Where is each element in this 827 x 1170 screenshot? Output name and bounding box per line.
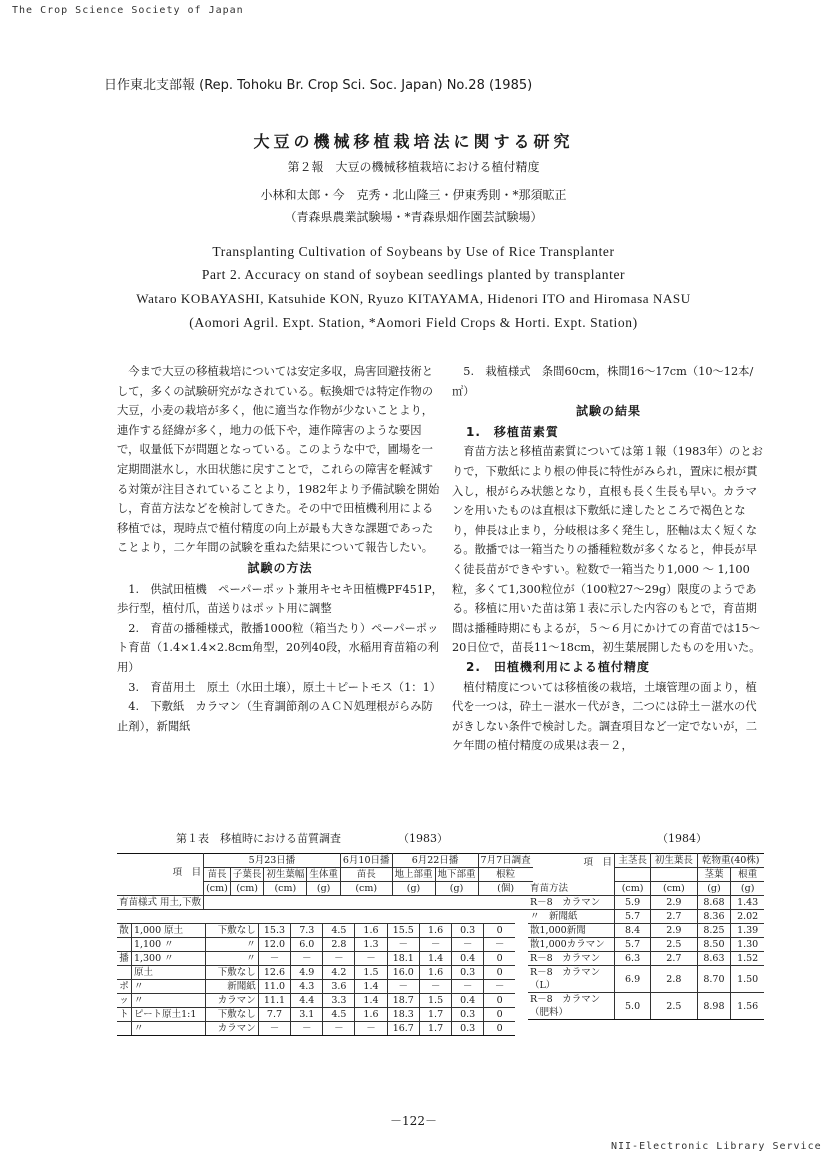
- table1-cell-value: 0: [484, 966, 515, 980]
- paper-part-en: Part 2. Accuracy on stand of soybean seedlings planted by transplanter: [201, 267, 626, 282]
- table1-cell-sheet: 〃: [206, 952, 258, 966]
- table2-cell-value: 1.50: [731, 966, 764, 993]
- table1-section-1: 散: [117, 924, 131, 938]
- table1-unit: (個): [478, 882, 533, 896]
- table2-unit: (g): [697, 882, 731, 896]
- table1-group-3: 6月22日播: [392, 854, 478, 868]
- table2-col-row: 育苗方法: [530, 883, 569, 894]
- table1-section-cell: [117, 938, 131, 952]
- table2-cell-value: 8.36: [697, 910, 731, 924]
- table1-unit: (cm): [230, 882, 264, 896]
- table1-cell-value: －: [323, 952, 355, 966]
- table-row: [117, 966, 515, 980]
- table1-cell-value: 1.4: [355, 980, 387, 994]
- authors-en: Wataro KOBAYASHI, Katsuhide KON, Ryuzo KITAYAMA, Hidenori ITO and Hiromasa NASU: [136, 291, 691, 306]
- table1-cell-value: 3.3: [323, 994, 355, 1008]
- table2-cell-value: 2.7: [651, 952, 697, 966]
- table1-cell-value: 1.7: [420, 1008, 452, 1022]
- table1-unit: (cm): [340, 882, 392, 896]
- table1-cell-value: 3.6: [323, 980, 355, 994]
- table2-cell-value: 8.98: [697, 993, 731, 1020]
- table1-cell-soil: 〃: [131, 980, 205, 994]
- method-item-3: 3. 育苗用土 原土（水田土壌），原土＋ピートモス（1：1）: [128, 680, 442, 694]
- table1-cell-value: 2.8: [323, 938, 355, 952]
- society-header: The Crop Science Society of Japan: [12, 5, 244, 16]
- table2-unit: (cm): [651, 882, 697, 896]
- table2-cell-value: 1.43: [731, 896, 764, 910]
- method-item-1: 1. 供試田植機 ペーパーポット兼用キセキ田植機PF451P，歩行型，植付爪，苗送りはポット用に調整: [117, 582, 443, 616]
- journal-line: 日作東北支部報 (Rep. Tohoku Br. Crop Sci. Soc. Japan) No.28 (1985): [104, 78, 533, 93]
- table2-cell-value: 2.9: [651, 924, 697, 938]
- table1-cell-value: －: [484, 980, 515, 994]
- table1-cell-value: －: [452, 938, 484, 952]
- table1-cell-value: －: [355, 1022, 387, 1036]
- methods-heading: 試験の方法: [247, 560, 313, 575]
- table1-cell-value: 0: [484, 924, 515, 938]
- table1-section-cell: [117, 966, 131, 980]
- paper-title-en: Transplanting Cultivation of Soybeans by Use of Rice Transplanter: [212, 244, 615, 259]
- result-1-text: 育苗方法と移植苗素質については第１報（1983年）のとおりで，下敷紙により根の伸長に特性がみられ，置床に根が貫入し，根がらみ状態となり，直根も長く生長も早い。カラマンを用いたものは直根は下敷紙に達したところで褐色となり，伸長は止まり，分岐根は多く発生し，胚軸は太く短くなる。散播では一箱当たりの播種粒数が多くなると，伸長が早く徒長苗ができやすい。粒数で一箱当たり1,000 〜 1,100粒，多くて1,300粒位が（100粒27〜29g）限度のようである。移植に用いた苗は第１表に示した内容のもとで，育苗期間は播種時期にもよるが，５〜６月にかけての育苗では15〜20日位で，苗長11〜18cm，初生葉展開したものを用いた。: [452, 445, 763, 655]
- table1-cell-value: 4.4: [291, 994, 323, 1008]
- table1-cell-value: －: [387, 980, 420, 994]
- table2-cell-value: 2.9: [651, 896, 697, 910]
- table1-row-header: [117, 896, 204, 910]
- table1-col-item: 項 目: [117, 854, 204, 896]
- result-1-heading: 1. 移植苗素質: [466, 424, 559, 439]
- table-row: [117, 980, 515, 994]
- table2-cell-value: 2.5: [651, 993, 697, 1020]
- table2-cell-label: R－8 カラマン: [528, 896, 615, 910]
- table1-cell-sheet: 下敷なし: [206, 1008, 258, 1022]
- table2-head: 初生葉長: [651, 854, 697, 868]
- table-row: [528, 938, 764, 952]
- table-row: [528, 896, 764, 910]
- table1-cell-soil: ピート原土1:1: [131, 1008, 205, 1022]
- table1-cell-value: 1.6: [355, 1008, 387, 1022]
- table1-cell-value: －: [452, 980, 484, 994]
- result-2-heading: 2. 田植機利用による植付精度: [466, 659, 650, 674]
- table1-caption: 第１表 移植時における苗質調査: [176, 832, 341, 845]
- table1-section-2: ッ: [117, 994, 131, 1008]
- table1-cell-value: －: [291, 1022, 323, 1036]
- table1-cell-value: 15.3: [258, 924, 291, 938]
- table-row: [528, 993, 764, 1020]
- table1-head: 地上部重: [392, 868, 435, 882]
- table1-head: 根粒: [478, 868, 533, 882]
- table1-cell-sheet: 下敷なし: [206, 924, 258, 938]
- results-heading: 試験の結果: [575, 404, 641, 419]
- table1-cell-value: 7.3: [291, 924, 323, 938]
- table1-section-2: ポ: [117, 980, 131, 994]
- table-row: [117, 952, 515, 966]
- table-row: [528, 910, 764, 924]
- table2-cell-value: 5.7: [615, 910, 651, 924]
- table1-cell-value: －: [355, 952, 387, 966]
- right-column: [452, 362, 765, 756]
- method-item-2: 2. 育苗の播種様式，散播1000粒（箱当たり）ペーパーポット育苗（1.4×1.4×2.8cm角型，20列40段，水稲用育苗箱の利用）: [117, 621, 439, 674]
- table1-cell-sheet: 新聞紙: [206, 980, 258, 994]
- table1-cell-value: 12.0: [258, 938, 291, 952]
- table1-cell-value: 3.1: [291, 1008, 323, 1022]
- table2-unit: (g): [731, 882, 764, 896]
- paper-subtitle-jp: 第２報 大豆の機械移植栽培における植付精度: [287, 160, 540, 174]
- table2-cell-value: 1.56: [731, 993, 764, 1020]
- table1-cell-value: 1.4: [420, 952, 452, 966]
- table1-col-row: 育苗様式: [119, 897, 158, 908]
- table2-cell-label: R－8 カラマン: [528, 952, 615, 966]
- table1-cell-value: 18.7: [387, 994, 420, 1008]
- table1: [117, 853, 533, 910]
- table1-cell-soil: 原土: [131, 966, 205, 980]
- table1-cell-value: －: [420, 938, 452, 952]
- method-item-4: 4. 下敷紙 カラマン（生育調節剤のＡＣＮ処理根がらみ防止剤），新聞紙: [117, 700, 433, 733]
- table1-cell-value: 0.3: [452, 1008, 484, 1022]
- table2-cell-value: 5.0: [615, 993, 651, 1020]
- table1-cell-value: 7.7: [258, 1008, 291, 1022]
- table2-col-item-cell: [528, 854, 615, 896]
- table1-head: 子葉長: [230, 868, 264, 882]
- table1-cell-value: 4.5: [323, 1008, 355, 1022]
- table2-cell-label: 〃 新聞紙: [528, 910, 615, 924]
- table1-cell-sheet: 下敷なし: [206, 966, 258, 980]
- table1-section-1: 播: [117, 952, 131, 966]
- authors-jp: 小林和太郎・今 克秀・北山隆三・伊東秀則・*那須昿正: [260, 188, 567, 202]
- table2-cell-value: 2.02: [731, 910, 764, 924]
- table1-cell-soil: 1,000 原土: [131, 924, 205, 938]
- table2-cell-label: R－8 カラマン（肥料）: [528, 993, 615, 1020]
- table1-unit: (g): [392, 882, 435, 896]
- table1-head: 初生葉幅: [264, 868, 307, 882]
- table1-unit: (cm): [204, 882, 231, 896]
- table2-cell-value: 1.39: [731, 924, 764, 938]
- table1-cell-value: 0.3: [452, 966, 484, 980]
- table1-cell-value: 4.3: [291, 980, 323, 994]
- table1-group-2: 6月10日播: [340, 854, 392, 868]
- table-row: [528, 924, 764, 938]
- table1-cell-soil: 1,100 〃: [131, 938, 205, 952]
- method-item-5: 5. 栽植様式 条間60cm，株間16〜17cm（10〜12本/㎡）: [452, 365, 754, 398]
- table1-cell-value: 0.3: [452, 1022, 484, 1036]
- table1-section-cell: [117, 1022, 131, 1036]
- table1-section-2: ト: [117, 1008, 131, 1022]
- table1-cell-value: －: [258, 952, 291, 966]
- table1-head: 生体重: [307, 868, 341, 882]
- result-2-text: 植付精度については移植後の栽培，土壌管理の面より，植代を一つは，砕土－湛水－代がき，二つには砕土－湛水の代がきしない条件で検討した。調査項目など一定でないが，二ケ年間の植付精度の成果は表－２，: [452, 680, 758, 753]
- table2-cell-value: 8.4: [615, 924, 651, 938]
- table2-group: 乾物重(40株): [697, 854, 764, 868]
- table1-cell-value: 4.9: [291, 966, 323, 980]
- table2-cell-label: R－8 カラマン（L）: [528, 966, 615, 993]
- table2-head: 根重: [731, 868, 764, 882]
- table-row: [117, 994, 515, 1008]
- table2-cell-label: 散1,000新聞: [528, 924, 615, 938]
- table1-cell-value: 16.0: [387, 966, 420, 980]
- table1-cell-value: 1.6: [355, 924, 387, 938]
- table1-group-1: 5月23日播: [204, 854, 341, 868]
- table1-cell-value: 15.5: [387, 924, 420, 938]
- table2-cell-value: 6.3: [615, 952, 651, 966]
- table1-cell-value: －: [484, 938, 515, 952]
- table1-cell-value: 1.7: [420, 1022, 452, 1036]
- table1-cell-value: 11.1: [258, 994, 291, 1008]
- table-row: [528, 966, 764, 993]
- table1-head: 苗長: [340, 868, 392, 882]
- table1-cell-value: 0: [484, 952, 515, 966]
- table2-head: 主茎長: [615, 854, 651, 868]
- page-number: －122－: [390, 1114, 437, 1128]
- table2-cell-value: 6.9: [615, 966, 651, 993]
- table2-cell-label: 散1,000カラマン: [528, 938, 615, 952]
- table1-cell-value: 18.3: [387, 1008, 420, 1022]
- table1-cell-soil: 〃: [131, 1022, 205, 1036]
- table1-cell-value: 1.3: [355, 938, 387, 952]
- table1-cell-value: 1.6: [420, 966, 452, 980]
- table1-cell-value: －: [323, 1022, 355, 1036]
- table1-cell-value: 1.4: [355, 994, 387, 1008]
- affiliation-en: (Aomori Agril. Expt. Station, *Aomori Field Crops & Horti. Expt. Station): [189, 315, 638, 330]
- table1-cell-soil: 1,300 〃: [131, 952, 205, 966]
- table2-unit: (cm): [615, 882, 651, 896]
- table2-cell-value: 8.68: [697, 896, 731, 910]
- table1-cell-value: 0: [484, 1008, 515, 1022]
- table1-cell-value: 1.5: [355, 966, 387, 980]
- table1-cell-value: 6.0: [291, 938, 323, 952]
- table1-unit: (g): [435, 882, 478, 896]
- table1-year: （1983）: [398, 832, 448, 845]
- table1-cell-sheet: カラマン: [206, 1022, 258, 1036]
- table2-cell-value: 2.5: [651, 938, 697, 952]
- table2-cell-value: 5.9: [615, 896, 651, 910]
- paper-title-jp: 大豆の機械移植栽培法に関する研究: [253, 132, 574, 151]
- table1-cell-value: 12.6: [258, 966, 291, 980]
- table1-cell-value: 1.6: [420, 924, 452, 938]
- table1-head: 地下部重: [435, 868, 478, 882]
- intro-paragraph: 今まで大豆の移植栽培については安定多収，鳥害回避技術として，多くの試験研究がなされている。転換畑では特定作物の大豆，小麦の栽培が多く，他に適当な作物が少ないことより，連作する経緯が多く，地力の低下や，連作障害のような要因で，収量低下が問題となっている。このような中で，圃場を一定期間湛水し，水田状態に戻すことで，これらの障害を軽減する対策が注目されていることより，1982年より予備試験を開始し，育苗方法などを検討してきた。その中で田植機利用による移植では，現時点で植付精度の向上が最も大きな課題であったことより，二ケ年間の試験を重ねた結果について報告したい。: [117, 365, 440, 555]
- table2-head: 茎葉: [697, 868, 731, 882]
- table1-body: [117, 923, 515, 1036]
- table1-cell-value: 11.0: [258, 980, 291, 994]
- table1-cell-value: －: [387, 938, 420, 952]
- table2-cell-value: 1.52: [731, 952, 764, 966]
- table-row: [117, 938, 515, 952]
- table1-col-row2: 用土,下敷: [160, 897, 202, 908]
- table2-cell-value: 8.25: [697, 924, 731, 938]
- table2-col-item: 項 目: [583, 857, 612, 868]
- table2-cell-value: 8.50: [697, 938, 731, 952]
- table-row: [117, 924, 515, 938]
- table1-cell-value: －: [258, 1022, 291, 1036]
- table1-unit: (cm): [264, 882, 307, 896]
- table2-cell-value: 2.7: [651, 910, 697, 924]
- left-column: [117, 362, 443, 736]
- table1-cell-value: 0: [484, 1022, 515, 1036]
- table2-cell-value: 5.7: [615, 938, 651, 952]
- footer-service: NII-Electronic Library Service: [611, 1141, 822, 1152]
- table1-group-4: 7月7日調査: [478, 854, 533, 868]
- table1-cell-value: －: [291, 952, 323, 966]
- table1-cell-value: －: [420, 980, 452, 994]
- table1-cell-soil: 〃: [131, 994, 205, 1008]
- table2-cell-value: 2.8: [651, 966, 697, 993]
- table2-year: （1984）: [657, 832, 707, 845]
- table1-cell-sheet: 〃: [206, 938, 258, 952]
- table-row: [528, 952, 764, 966]
- table1-cell-value: 16.7: [387, 1022, 420, 1036]
- table1-cell-value: 1.5: [420, 994, 452, 1008]
- table1-unit: (g): [307, 882, 341, 896]
- table1-cell-value: 0.3: [452, 924, 484, 938]
- table1-cell-value: 18.1: [387, 952, 420, 966]
- table1-head: 苗長: [204, 868, 231, 882]
- table1-cell-value: 4.2: [323, 966, 355, 980]
- table2-cell-value: 1.30: [731, 938, 764, 952]
- table1-cell-value: 0.4: [452, 994, 484, 1008]
- table-row: [117, 1022, 515, 1036]
- table1-cell-sheet: カラマン: [206, 994, 258, 1008]
- table2: [528, 853, 764, 1020]
- table1-cell-value: 0.4: [452, 952, 484, 966]
- table-row: [117, 1008, 515, 1022]
- table2-cell-value: 8.63: [697, 952, 731, 966]
- affiliation-jp: （青森県農業試験場・*青森県畑作園芸試験場）: [284, 210, 543, 224]
- table2-cell-value: 8.70: [697, 966, 731, 993]
- table1-cell-value: 0: [484, 994, 515, 1008]
- table1-cell-value: 4.5: [323, 924, 355, 938]
